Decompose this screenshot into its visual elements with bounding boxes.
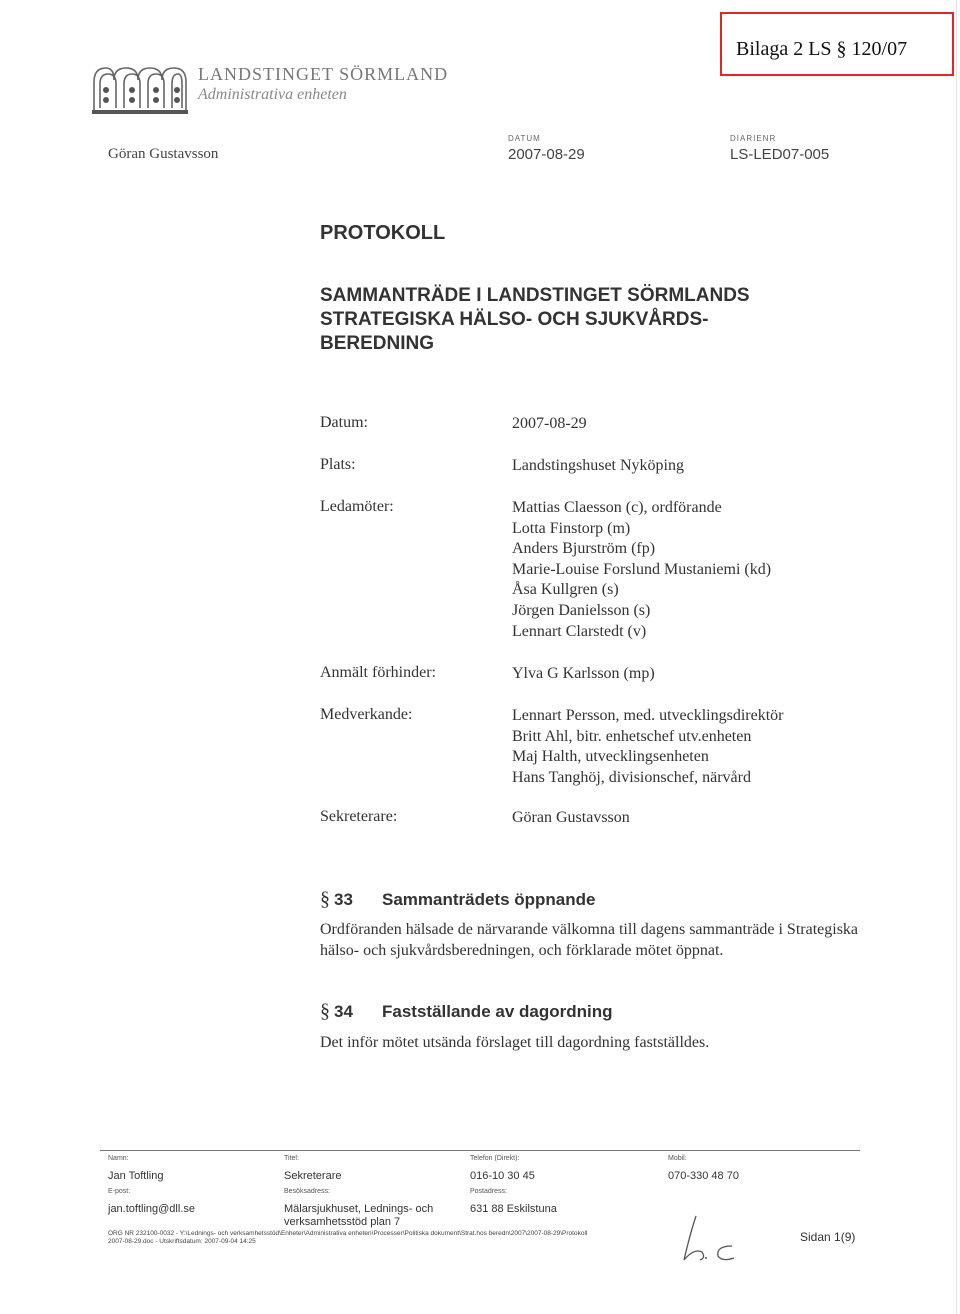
list-item: Britt Ahl, bitr. enhetschef utv.enheten [512,727,752,745]
sekreterare-value: Göran Gustavsson [512,809,630,826]
list-item: Maj Halth, utvecklingsenheten [512,748,709,766]
section-heading [320,888,596,911]
crown-logo-icon [88,60,192,118]
datum-value: 2007-08-29 [512,415,587,432]
attachment-stamp-text: Bilaga 2 LS § 120/07 [736,38,908,60]
footer-email: jan.toftling@dll.se [108,1203,195,1215]
footer-post-label: Postadress: [470,1188,507,1195]
document-title: SAMMANTRÄDE I LANDSTINGET SÖRMLANDS STRATEGISKA HÄLSO- OCH SJUKVÅRDS-BEREDNING [320,285,750,354]
file-path-line: ORG NR 232100-0032 - Y:\Lednings- och verksamhetsstöd\Enheter\Administrativa enheten\Processer\Politiska dokument\Strat.hos beredn\2007\2007-08-29\Protokoll [108,1230,588,1237]
document-type: PROTOKOLL [320,222,446,244]
page-number: Sidan 1(9) [800,1230,856,1244]
section-symbol: § [320,888,330,910]
section-heading [320,1000,613,1023]
footer-phone-label: Telefon (Direkt): [470,1155,520,1162]
date-label: DATUM [508,134,541,143]
footer-mobile-label: Mobil: [668,1155,687,1162]
medverkande-label: Medverkande: [320,706,413,723]
footer-title-label: Titel: [284,1155,299,1162]
footer-divider [100,1150,860,1151]
footer-phone: 016-10 30 45 [470,1170,535,1182]
section-text: Det inför mötet utsända förslaget till dagordning fastställdes. [320,1034,710,1051]
medverkande-list [512,706,784,788]
section-number: 33 [334,890,353,909]
section-title: Sammanträdets öppnande [382,890,596,909]
header-author: Göran Gustavsson [108,146,219,162]
footer-title: Sekreterare [284,1170,342,1182]
section-symbol: § [320,1000,330,1022]
forhinder-value: Ylva G Karlsson (mp) [512,665,655,682]
footer-name-label: Namn: [108,1155,129,1162]
ledamoter-list [512,498,771,642]
initials-signature-icon [676,1214,766,1264]
list-item: Hans Tanghöj, divisionschef, närvård [512,768,751,786]
footer-post-address: 631 88 Eskilstuna [470,1203,557,1215]
footer-file-path [108,1230,668,1246]
footer-visit-label: Besöksadress: [284,1188,330,1195]
plats-value: Landstingshuset Nyköping [512,457,684,474]
datum-label: Datum: [320,414,368,431]
organization-name: LANDSTINGET SÖRMLAND [198,64,449,84]
diary-number: LS-LED07-005 [730,146,830,163]
plats-label: Plats: [320,456,356,473]
footer-mobile: 070-330 48 70 [668,1170,739,1182]
diary-label: DIARIENR [730,134,777,143]
list-item: Lotta Finstorp (m) [512,519,631,537]
footer-email-label: E-post: [108,1188,131,1195]
ledamoter-label: Ledamöter: [320,498,394,515]
attachment-stamp [720,12,954,76]
section-text: Ordföranden hälsade de närvarande välkomna till dagens sammanträde i Strategiska hälso- och sjukvårdsberedningen, och förklarade mötet öppnat. [320,921,859,959]
forhinder-label: Anmält förhinder: [320,664,436,681]
footer-visit-address: Mälarsjukhuset, Lednings- och verksamhetsstöd plan 7 [284,1203,434,1228]
section-number: 34 [334,1002,353,1021]
section-title: Fastställande av dagordning [382,1002,613,1021]
list-item: Marie-Louise Forslund Mustaniemi (kd) [512,560,772,578]
sekreterare-label: Sekreterare: [320,808,398,825]
print-date-line: 2007-08-29.doc - Utskriftsdatum: 2007-09-04 14:25 [108,1238,256,1245]
scan-edge [956,0,957,1314]
list-item: Jörgen Danielsson (s) [512,601,651,619]
header-date: 2007-08-29 [508,146,585,163]
organization-unit: Administrativa enheten [198,86,347,103]
list-item: Lennart Clarstedt (v) [512,622,647,640]
list-item: Åsa Kullgren (s) [512,581,619,599]
list-item: Anders Bjurström (fp) [512,540,656,558]
list-item: Mattias Claesson (c), ordförande [512,499,722,516]
footer-name: Jan Toftling [108,1170,164,1182]
list-item: Lennart Persson, med. utvecklingsdirektör [512,707,784,724]
